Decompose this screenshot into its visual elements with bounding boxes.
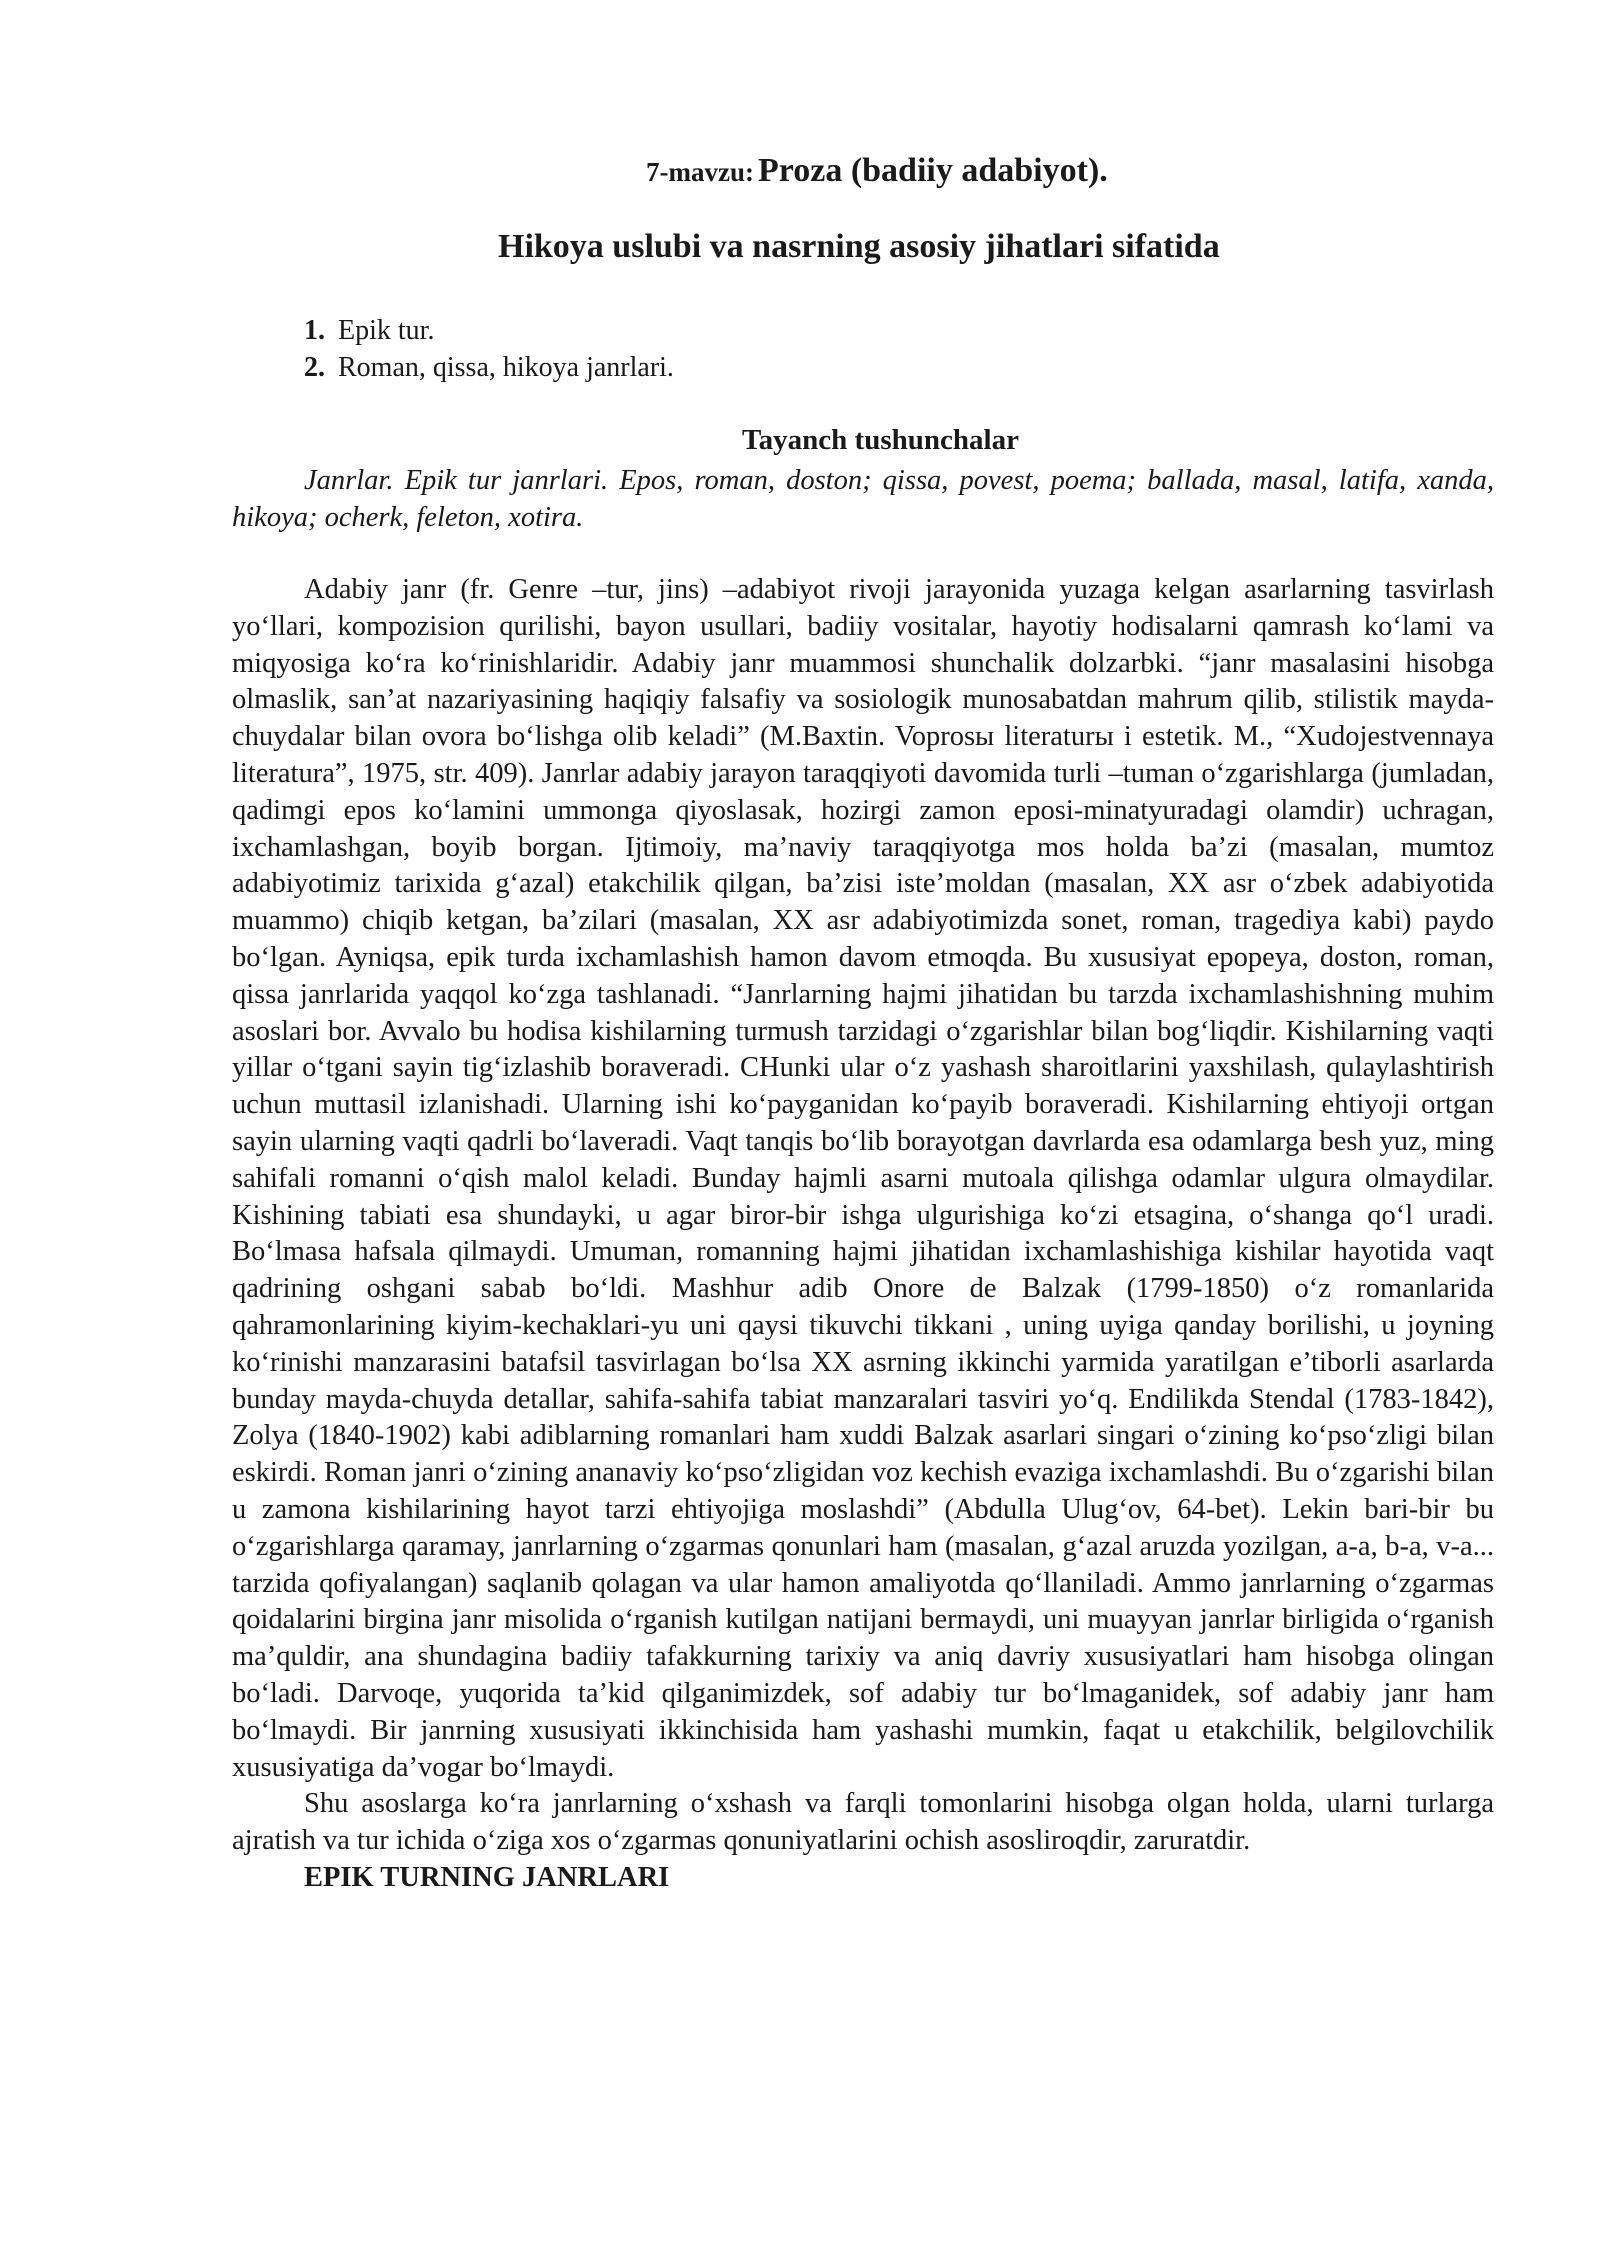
plan-item [304, 349, 674, 386]
plan-item-number: 2. [304, 352, 325, 383]
plan-list [304, 312, 674, 386]
body-paragraph: Shu asoslarga ko‘ra janrlarning o‘xshash va farqli tomonlarini hisobga olgan holda, ularni turlarga ajratish va tur ichida o‘ziga xos o‘zgarmas qonuniyatlarini ochish asosliroqdir, zaruratdir. [232, 1788, 1494, 1857]
body-paragraph: Adabiy janr (fr. Genre –tur, jins) –adabiyot rivoji jarayonida yuzaga kelgan asarlarning tasvirlash yo‘llari, kompozision qurilishi, bayon usullari, badiiy vositalar, hayotiy hodisalarni qamrash ko‘lami va miqyosiga ko‘ra ko‘rinishlaridir. Adabiy janr muammosi shunchalik dolzarbki. “janr masalasini hisobga olmaslik, san’at nazariyasining haqiqiy falsafiy va sosiologik munosabatdan mahrum qilib, stilistik mayda-chuydalar bilan ovora bo‘lishga olib keladi” (M.Baxtin. Voprosы literaturы i estetik. M., “Xudojestvennaya literatura”, 1975, str. 409). Janrlar adabiy jarayon taraqqiyoti davomida turli –tuman o‘zgarishlarga (jumladan, qadimgi epos ko‘lamini ummonga qiyoslasak, hozirgi zamon eposi-minatyuradagi olamdir) uchragan, ixchamlashgan, boyib borgan. Ijtimoiy, ma’naviy taraqqiyotga mos holda ba’zi (masalan, mumtoz adabiyotimiz tarixida g‘azal) etakchilik qilgan, ba’zisi iste’moldan (masalan, XX asr o‘zbek adabiyotida muammo) chiqib ketgan, ba’zilari (masalan, XX asr adabiyotimizda sonet, roman, tragediya kabi) paydo bo‘lgan. Ayniqsa, epik turda ixchamlashish hamon davom etmoqda. Bu xususiyat epopeya, doston, roman, qissa janrlarida yaqqol ko‘zga tashlanadi. “Janrlarning hajmi jihatidan bu tarzda ixchamlashishning muhim asoslari bor. Avvalo bu hodisa kishilarning turmush tarzidagi o‘zgarishlar bilan bog‘liqdir. Kishilarning vaqti yillar o‘tgani sayin tig‘izlashib boraveradi. CHunki ular o‘z yashash sharoitlarini yaxshilash, qulaylashtirish uchun muttasil izlanishadi. Ularning ishi ko‘payganidan ko‘payib boraveradi. Kishilarning ehtiyoji ortgan sayin ularning vaqti qadrli bo‘laveradi. Vaqt tanqis bo‘lib borayotgan davrlarda esa odamlarga besh yuz, ming sahifali romanni o‘qish malol keladi. Bunday hajmli asarni mutoala qilishga odamlar ulgura olmaydilar. Kishining tabiati esa shundayki, u agar biror-bir ishga ulgurishiga ko‘zi etsagina, o‘shanga qo‘l uradi. Bo‘lmasa hafsala qilmaydi. Umuman, romanning hajmi jihatidan ixchamlashishiga kishilar hayotida vaqt qadrining oshgani sabab bo‘ldi. Mashhur adib Onore de Balzak (1799-1850) o‘z romanlarida qahramonlarining kiyim-kechaklari-yu uni qaysi tikuvchi tikkani , uning uyiga qanday borilishi, u joyning ko‘rinishi manzarasini batafsil tasvirlagan bo‘lsa XX asrning ikkinchi yarmida yaratilgan e’tiborli asarlarda bunday mayda-chuyda detallar, sahifa-sahifa tabiat manzaralari tasviri yo‘q. Endilikda Stendal (1783-1842), Zolya (1840-1902) kabi adiblarning romanlari ham xuddi Balzak asarlari singari o‘zining ko‘pso‘zligi bilan eskirdi. Roman janri o‘zining ananaviy ko‘pso‘zligidan voz kechish evaziga ixchamlashdi. Bu o‘zgarishi bilan u zamona kishilarining hayot tarzi ehtiyojiga moslashdi” (Abdulla Ulug‘ov, 64-bet). Lekin bari-bir bu o‘zgarishlarga qaramay, janrlarning o‘zgarmas qonunlari ham (masalan, g‘azal aruzda yozilgan, a-a, b-a, v-a... tarzida qofiyalangan) saqlanib qolagan va ular hamon amaliyotda qo‘llaniladi. Ammo janrlarning o‘zgarmas qoidalarini birgina janr misolida o‘rganish kutilgan natijani bermaydi, uni muayyan janrlar birligida o‘rganish ma’quldir, ana shundagina badiiy tafakkurning tarixiy va aniq davriy xususiyatlari ham hisobga olingan bo‘ladi. Darvoqe, yuqorida ta’kid qilganimizdek, sof adabiy tur bo‘lmaganidek, sof adabiy janr ham bo‘lmaydi. Bir janrning xususiyati ikkinchisida ham yashashi mumkin, faqat u etakchilik, belgilovchilik xususiyatiga da’vogar bo‘lmaydi. [232, 574, 1494, 1783]
key-concepts-heading: Tayanch tushunchalar [742, 424, 1019, 456]
body-text [232, 572, 1494, 1897]
plan-item-number: 1. [304, 315, 325, 346]
plan-item-text: Roman, qissa, hikoya janrlari. [338, 352, 674, 383]
topic-title-line [646, 152, 1108, 190]
section-heading: EPIK TURNING JANRLARI [304, 1861, 670, 1893]
topic-number: 7-mavzu: [646, 157, 754, 187]
topic-title: Proza (badiiy adabiyot). [757, 152, 1108, 189]
key-concepts-text: Janrlar. Epik tur janrlari. Epos, roman, doston; qissa, povest, poema; ballada, masal, latifa, xanda, hikoya; ocherk, feleton, xotira. [232, 465, 1494, 533]
document-subtitle: Hikoya uslubi va nasrning asosiy jihatlari sifatida [498, 228, 1220, 265]
plan-item [304, 312, 674, 349]
plan-item-text: Epik tur. [338, 315, 435, 346]
